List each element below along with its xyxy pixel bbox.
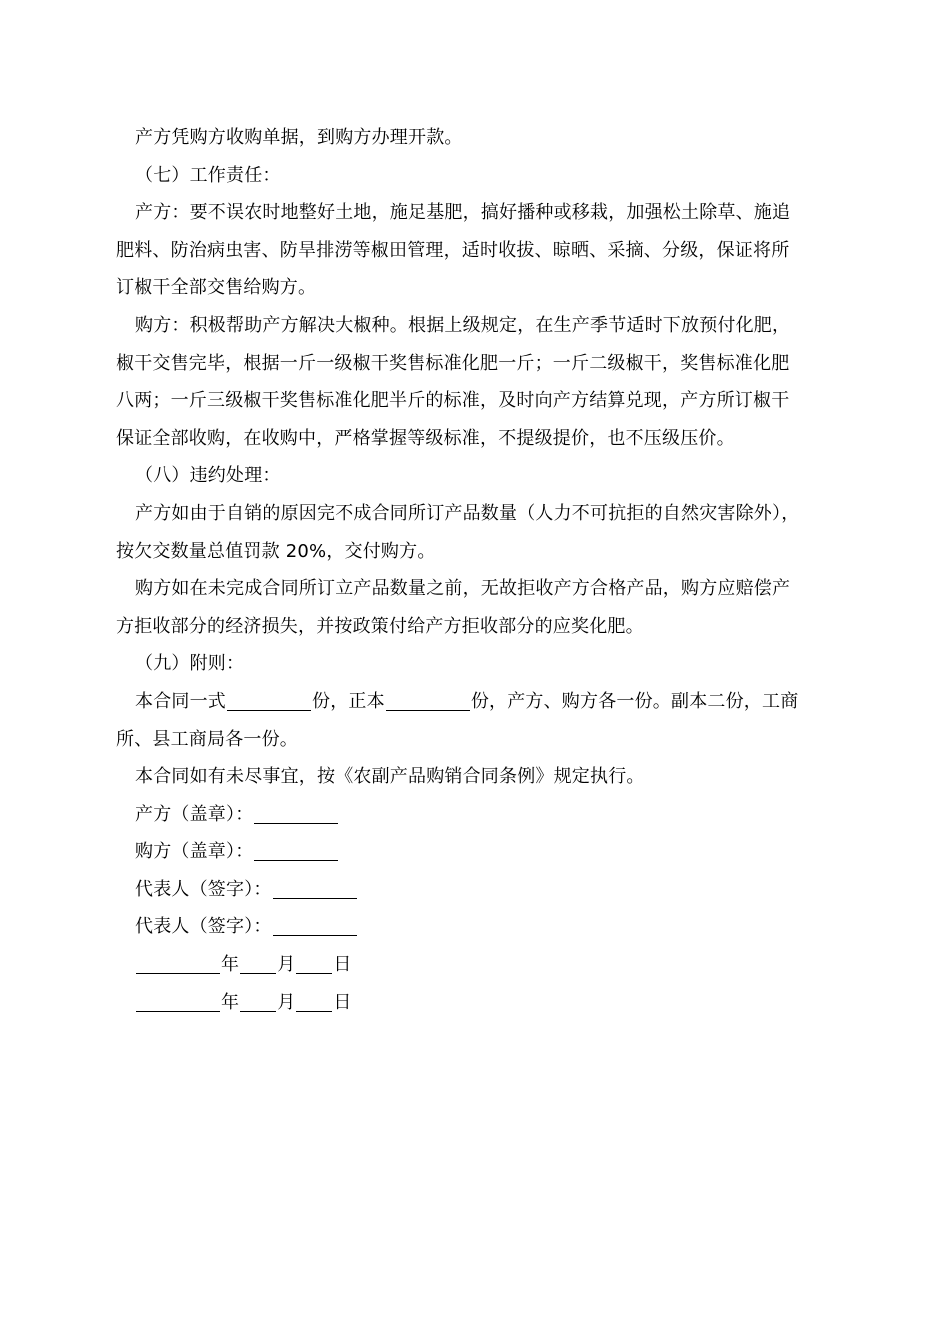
seller-seal-line [116, 796, 838, 834]
buyer-seal-blank [254, 859, 338, 861]
paragraph-seller-breach-line2: 按欠交数量总值罚款 20%，交付购方。 [116, 540, 436, 562]
representative-sign-blank-2 [273, 934, 357, 936]
paragraph-regulation: 本合同如有未尽事宜，按《农副产品购销合同条例》规定执行。 [135, 766, 645, 788]
paragraph-seller-breach-line1: 产方如由于自销的原因完不成合同所订产品数量（人力不可抗拒的自然灾害除外）， [135, 502, 800, 524]
representative-sign-label-1: 代表人（签字）： [135, 878, 272, 900]
year-blank-1 [136, 972, 220, 974]
year-blank-2 [136, 1010, 220, 1012]
day-blank-1 [296, 972, 332, 974]
month-label-2: 月 [277, 991, 296, 1013]
paragraph-seller-duty-line2: 肥料、防治病虫害、防旱排涝等椒田管理，适时收拔、晾晒、采摘、分级，保证将所 [116, 239, 790, 261]
paragraph-buyer-breach-line2: 方拒收部分的经济损失，并按政策付给产方拒收部分的应奖化肥。 [116, 615, 644, 637]
paragraph-buyer-duty-line4: 保证全部收购，在收购中，严格掌握等级标准，不提级提价，也不压级压价。 [116, 427, 735, 449]
date-line-2 [116, 984, 838, 1022]
representative-sign-line-2 [116, 908, 838, 946]
year-label-2: 年 [221, 991, 240, 1013]
paragraph-buyer-breach-line1: 购方如在未完成合同所订立产品数量之前，无故拒收产方合格产品，购方应赔偿产 [135, 578, 791, 600]
representative-sign-label-2: 代表人（签字）： [135, 916, 272, 938]
day-blank-2 [296, 1010, 332, 1012]
paragraph-buyer-duty-line1: 购方：积极帮助产方解决大椒种。根据上级规定，在生产季节适时下放预付化肥， [135, 314, 791, 336]
copies-total-blank [227, 709, 311, 711]
buyer-seal-line [116, 833, 838, 871]
representative-sign-blank-1 [273, 897, 357, 899]
copies-text-c: 份，产方、购方各一份。副本二份，工商 [470, 690, 799, 712]
day-label-1: 日 [333, 954, 352, 976]
paragraph-payment: 产方凭购方收购单据，到购方办理开款。 [135, 127, 463, 148]
month-label-1: 月 [277, 954, 296, 976]
paragraph-buyer-duty-line2: 椒干交售完毕，根据一斤一级椒干奖售标准化肥一斤；一斤二级椒干，奖售标准化肥 [116, 352, 790, 374]
year-label-1: 年 [221, 954, 240, 976]
paragraph-buyer-duty-line3: 八两；一斤三级椒干奖售标准化肥半斤的标准，及时向产方结算兑现，产方所订椒干 [116, 390, 790, 412]
section-heading-appendix: （九）附则： [135, 653, 245, 675]
buyer-seal-label: 购方（盖章）： [135, 841, 254, 863]
month-blank-1 [240, 972, 276, 974]
copies-text-b: 份，正本 [312, 690, 385, 712]
paragraph-copies-line2: 所、县工商局各一份。 [116, 728, 298, 750]
date-line-1 [116, 946, 838, 984]
seller-seal-blank [254, 822, 338, 824]
representative-sign-line-1 [116, 871, 838, 909]
section-heading-responsibility: （七）工作责任： [135, 164, 281, 186]
day-label-2: 日 [333, 991, 352, 1013]
section-heading-breach: （八）违约处理： [135, 465, 281, 487]
originals-count-blank [386, 709, 470, 711]
copies-text-a: 本合同一式 [135, 690, 226, 712]
paragraph-seller-duty-line3: 订椒干全部交售给购方。 [116, 277, 317, 299]
paragraph-copies-line1 [116, 683, 838, 721]
document-body [116, 119, 838, 1021]
seller-seal-label: 产方（盖章）： [135, 803, 254, 825]
paragraph-seller-duty-line1: 产方：要不误农时地整好土地，施足基肥，搞好播种或移栽，加强松土除草、施追 [135, 202, 791, 224]
month-blank-2 [240, 1010, 276, 1012]
